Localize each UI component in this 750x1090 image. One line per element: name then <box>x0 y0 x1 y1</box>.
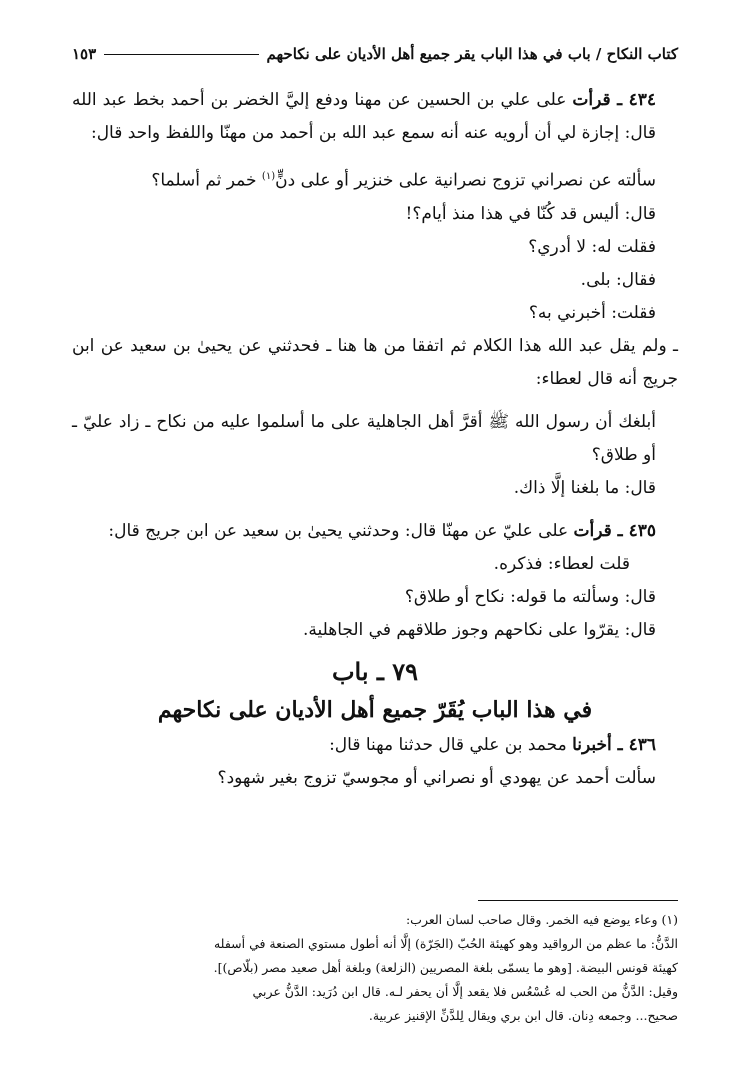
dialogue-line: فقلت: أخبرني به؟ <box>528 302 656 323</box>
dialogue-line: قال: وسألته ما قوله: نكاح أو طلاق؟ <box>404 586 656 607</box>
question-paragraph-2: أبلغك أن رسول الله ﷺ أقرَّ أهل الجاهلية على ما أسلموا عليه من نكاح ـ زاد عليّ ـ أو طلاق؟ <box>72 411 656 465</box>
question-tail: خمر ثم أسلما؟ <box>151 170 262 191</box>
paragraph-435 <box>72 515 678 548</box>
header-rule <box>104 54 258 55</box>
footnote-line: وقيل: الدَّنُّ من الحب له عُسْعُس فلا يقعد إلَّا أن يحفر لـه. قال ابن دُرَيد: الدَّنُّ عربي <box>252 984 678 999</box>
paragraph-434 <box>72 84 678 150</box>
paragraph-434-text: على علي بن الحسين عن مهنا ودفع إليَّ الخضر بن أحمد بخط عبد الله قال: إجازة لي أن أرويه عنه أنه سمع عبد الله بن أحمد من مهنّا واللفظ واحد قال: <box>72 90 656 143</box>
dialogue-line: قال: أليس قد كُنّا في هذا منذ أيام؟! <box>405 203 656 224</box>
dialogue-line: قلت لعطاء: فذكره. <box>493 553 630 574</box>
hadith-number-434: ٤٣٤ ـ قرأت <box>572 90 656 110</box>
dialogue-line: قال: ما بلغنا إلَّا ذاك. <box>513 477 656 498</box>
paragraph-435-text: على عليّ عن مهنّا قال: وحدثني يحيىٰ بن سعيد عن ابن جريج قال: <box>108 520 574 541</box>
footnote-line: صحيح... وجمعه دِنان. قال ابن بري ويقال لِلدَّنِّ الإقنيز عربية. <box>368 1008 678 1023</box>
dialogue-line: قال: يقرّوا على نكاحهم وجوز طلاقهم في الجاهلية. <box>302 619 656 640</box>
hadith-number-435: ٤٣٥ ـ قرأت <box>573 520 656 541</box>
main-text <box>72 84 678 795</box>
hadith-number-436: ٤٣٦ ـ أخبرنا <box>572 734 656 755</box>
page-number: ١٥٣ <box>72 45 97 63</box>
running-title: كتاب النكاح / باب في هذا الباب يقر جميع أهل الأديان على نكاحهم <box>266 45 678 63</box>
question-paragraph <box>72 160 678 198</box>
footnote-line: الدَّنُّ: ما عظم من الرواقيد وهو كهيئة الحُبّ (الجَرّة) إلَّا أنه أطول مستوي الصنعة في أسفله <box>213 936 678 951</box>
chapter-title: في هذا الباب يُقَرّ جميع أهل الأديان على نكاحهم <box>157 696 593 723</box>
question-text: سألته عن نصراني تزوج نصرانية على خنزير أو على دنٍّ <box>275 170 656 191</box>
paragraph-436 <box>72 729 678 762</box>
running-header <box>72 45 678 63</box>
footnotes <box>72 908 678 1028</box>
footnote-line: (١) وعاء يوضع فيه الخمر. وقال صاحب لسان العرب: <box>405 912 678 927</box>
question-paragraph-3: سألت أحمد عن يهودي أو نصراني أو مجوسيّ تزوج بغير شهود؟ <box>217 767 656 788</box>
dialogue-line: فقلت له: لا أدري؟ <box>528 236 656 257</box>
narration-paragraph: ـ ولم يقل عبد الله هذا الكلام ثم اتفقا من ها هنا ـ فحدثني عن يحيىٰ بن سعيد عن ابن جريج أنه قال لعطاء: <box>72 335 679 389</box>
footnote-ref: (١) <box>261 171 276 182</box>
chapter-number: ٧٩ ـ باب <box>331 656 419 686</box>
dialogue-line: فقال: بلى. <box>580 269 656 290</box>
footnote-divider <box>478 900 678 901</box>
paragraph-436-text: محمد بن علي قال حدثنا مهنا قال: <box>329 734 573 755</box>
footnote-line: كهيئة قونس البيضة. [وهو ما يسمّى بلغة المصريين (الزلعة) وبلغة أهل صعيد مصر (بلّاص)]. <box>213 960 678 975</box>
